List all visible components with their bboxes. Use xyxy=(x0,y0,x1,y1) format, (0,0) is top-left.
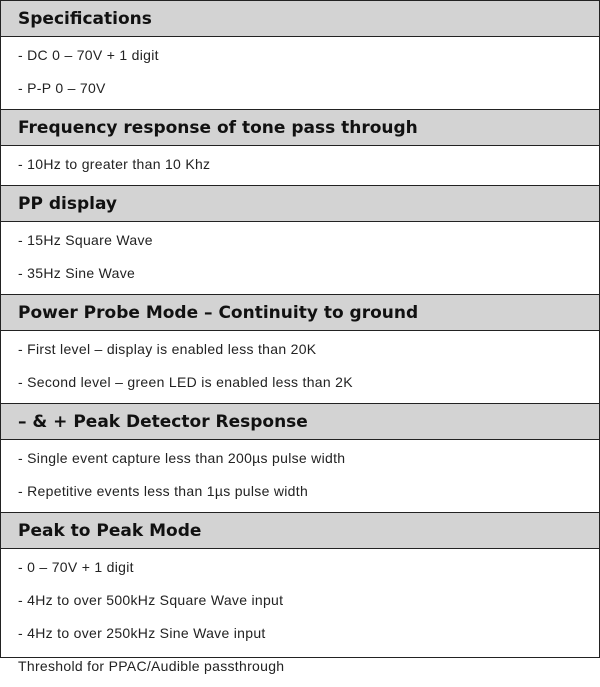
section-header: Specifications xyxy=(1,1,599,37)
section-body xyxy=(1,331,599,404)
spec-item: - 0 – 70V + 1 digit xyxy=(18,559,134,575)
section-frequency-response xyxy=(1,110,599,186)
spec-item: - First level – display is enabled less than 20K xyxy=(18,341,317,357)
spec-item: Threshold for PPAC/Audible passthrough xyxy=(18,658,285,674)
section-body xyxy=(1,37,599,110)
section-body xyxy=(1,222,599,295)
section-header: – & + Peak Detector Response xyxy=(1,404,599,440)
section-specifications xyxy=(1,1,599,110)
section-body xyxy=(1,549,599,687)
spec-item: - 35Hz Sine Wave xyxy=(18,265,136,281)
spec-item: - 4Hz to over 500kHz Square Wave input xyxy=(18,592,284,608)
spec-item: - 4Hz to over 250kHz Sine Wave input xyxy=(18,625,266,641)
section-pp-display xyxy=(1,186,599,295)
spec-item: - 10Hz to greater than 10 Khz xyxy=(18,156,211,172)
spec-item: - 15Hz Square Wave xyxy=(18,232,153,248)
spec-item: - Second level – green LED is enabled less than 2K xyxy=(18,374,353,390)
section-header: Frequency response of tone pass through xyxy=(1,110,599,146)
spec-item: - Single event capture less than 200µs pulse width xyxy=(18,450,346,466)
section-header: PP display xyxy=(1,186,599,222)
section-power-probe-mode xyxy=(1,295,599,404)
spec-item: - P-P 0 – 70V xyxy=(18,80,106,96)
spec-item: - Repetitive events less than 1µs pulse width xyxy=(18,483,309,499)
section-peak-detector-response xyxy=(1,404,599,513)
section-body xyxy=(1,146,599,186)
spec-item: - DC 0 – 70V + 1 digit xyxy=(18,47,159,63)
section-body xyxy=(1,440,599,513)
section-peak-to-peak-mode xyxy=(1,513,599,687)
section-header: Power Probe Mode – Continuity to ground xyxy=(1,295,599,331)
section-header: Peak to Peak Mode xyxy=(1,513,599,549)
